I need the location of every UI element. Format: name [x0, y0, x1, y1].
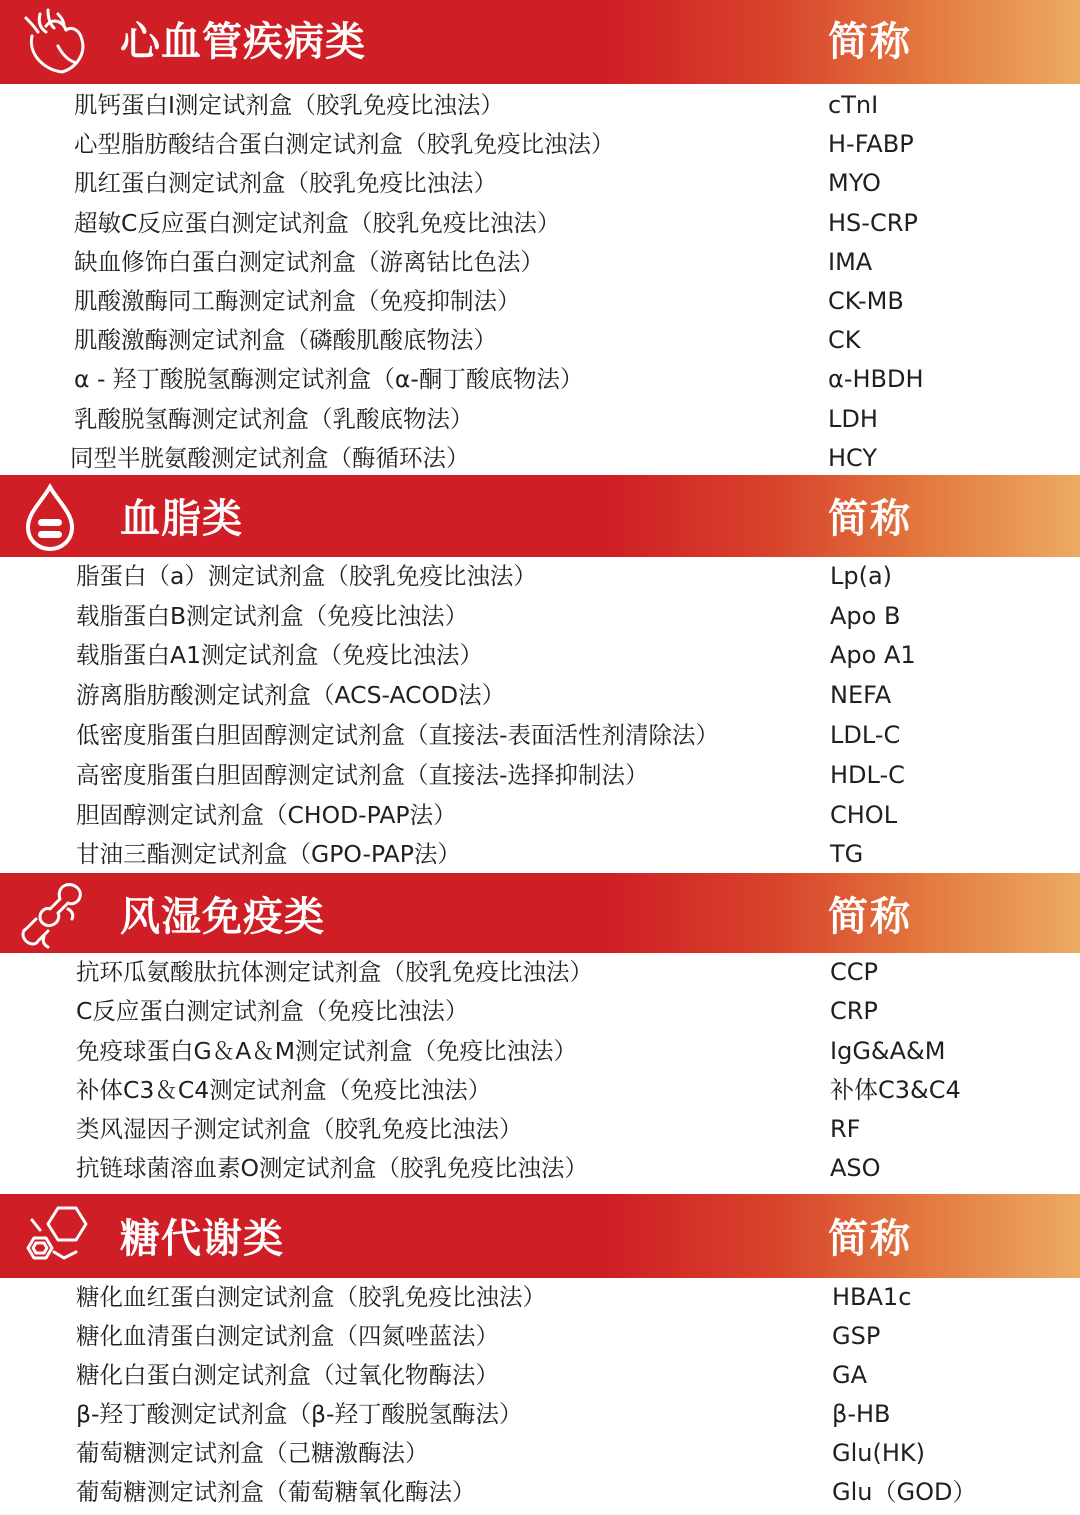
reagent-name: 葡萄糖测定试剂盒（葡萄糖氧化酶法）	[76, 1478, 476, 1506]
reagent-abbreviation: CCP	[830, 958, 878, 986]
table-row	[0, 282, 1080, 321]
reagent-abbreviation: Apo A1	[830, 641, 916, 669]
reagent-name: 抗环瓜氨酸肽抗体测定试剂盒（胶乳免疫比浊法）	[76, 958, 593, 986]
reagent-name: 糖化血清蛋白测定试剂盒（四氮唑蓝法）	[76, 1322, 499, 1350]
reagent-abbreviation: LDL-C	[830, 721, 901, 749]
reagent-name: β-羟丁酸测定试剂盒（β-羟丁酸脱氢酶法）	[76, 1400, 523, 1428]
section-banner	[0, 1194, 1080, 1278]
reagent-name: 糖化血红蛋白测定试剂盒（胶乳免疫比浊法）	[76, 1283, 546, 1311]
table-row	[0, 439, 1080, 478]
table-row	[0, 557, 1080, 597]
reagent-abbreviation: GA	[832, 1361, 868, 1389]
reagent-abbreviation: TG	[830, 840, 864, 868]
section-banner	[0, 0, 1080, 84]
reagent-name: 低密度脂蛋白胆固醇测定试剂盒（直接法-表面活性剂清除法）	[76, 721, 719, 749]
reagent-name: C反应蛋白测定试剂盒（免疫比浊法）	[76, 997, 469, 1026]
molecule-icon	[18, 1200, 92, 1272]
reagent-abbreviation: Apo B	[830, 601, 901, 630]
section-title: 风湿免疫类	[120, 894, 325, 940]
reagent-name: 肌钙蛋白Ⅰ测定试剂盒（胶乳免疫比浊法）	[74, 91, 504, 119]
reagent-name: 肌酸激酶同工酶测定试剂盒（免疫抑制法）	[74, 286, 521, 315]
section-lipids	[0, 475, 1080, 875]
table-row	[0, 1395, 1080, 1434]
table-row	[0, 796, 1080, 836]
reagent-abbreviation: HS-CRP	[828, 208, 918, 237]
reagent-abbreviation: GSP	[832, 1322, 881, 1350]
reagent-abbreviation: HDL-C	[830, 761, 905, 789]
drop-icon	[18, 481, 92, 553]
reagent-name: 超敏C反应蛋白测定试剂盒（胶乳免疫比浊法）	[74, 208, 561, 237]
reagent-abbreviation: H-FABP	[828, 130, 914, 159]
section-banner	[0, 873, 1080, 953]
section-rheumatology	[0, 873, 1080, 1189]
reagent-name: 抗链球菌溶血素O测定试剂盒（胶乳免疫比浊法）	[76, 1154, 588, 1183]
abbreviation-header: 简称	[828, 19, 912, 65]
table-row	[0, 86, 1080, 125]
table-row	[0, 321, 1080, 360]
reagent-abbreviation: Glu（GOD）	[832, 1478, 977, 1506]
table-row	[0, 1110, 1080, 1149]
reagent-name: 甘油三酯测定试剂盒（GPO-PAP法）	[76, 840, 461, 868]
reagent-name: 葡萄糖测定试剂盒（己糖激酶法）	[76, 1439, 429, 1467]
reagent-abbreviation: 补体C3&C4	[830, 1075, 961, 1104]
section-title: 心血管疾病类	[120, 19, 366, 65]
reagent-abbreviation: α-HBDH	[828, 365, 924, 394]
reagent-name: 肌红蛋白测定试剂盒（胶乳免疫比浊法）	[74, 169, 497, 198]
reagent-name: 乳酸脱氢酶测定试剂盒（乳酸底物法）	[74, 404, 474, 433]
reagent-abbreviation: Glu(HK)	[832, 1439, 925, 1467]
reagent-list	[0, 953, 1080, 1189]
table-row	[0, 756, 1080, 796]
reagent-abbreviation: Lp(a)	[830, 562, 893, 590]
table-row	[0, 992, 1080, 1031]
table-row	[0, 204, 1080, 243]
table-row	[0, 597, 1080, 637]
section-banner	[0, 475, 1080, 557]
reagent-name: 肌酸激酶测定试剂盒（磷酸肌酸底物法）	[74, 326, 497, 355]
table-row	[0, 1032, 1080, 1071]
abbreviation-header: 简称	[828, 496, 912, 542]
reagent-name: 糖化白蛋白测定试剂盒（过氧化物酶法）	[76, 1361, 499, 1389]
abbreviation-header: 简称	[828, 894, 912, 940]
reagent-list	[0, 557, 1080, 875]
table-row	[0, 636, 1080, 676]
heart-icon	[18, 6, 92, 78]
table-row	[0, 1473, 1080, 1512]
reagent-name: 游离脂肪酸测定试剂盒（ACS-ACOD法）	[76, 680, 506, 709]
table-row	[0, 164, 1080, 203]
reagent-name: 心型脂肪酸结合蛋白测定试剂盒（胶乳免疫比浊法）	[74, 130, 615, 159]
table-row	[0, 715, 1080, 756]
reagent-abbreviation: CHOL	[830, 800, 898, 829]
reagent-name: 类风湿因子测定试剂盒（胶乳免疫比浊法）	[76, 1115, 523, 1144]
section-glucose-metabolism	[0, 1194, 1080, 1512]
table-row	[0, 1356, 1080, 1395]
section-title: 糖代谢类	[120, 1216, 284, 1262]
reagent-abbreviation: CRP	[830, 997, 878, 1026]
reagent-name: 载脂蛋白B测定试剂盒（免疫比浊法）	[76, 601, 469, 630]
reagent-abbreviation: LDH	[828, 404, 878, 433]
section-cardiovascular	[0, 0, 1080, 478]
reagent-abbreviation: NEFA	[830, 680, 892, 709]
table-row	[0, 360, 1080, 399]
reagent-list	[0, 84, 1080, 478]
table-row	[0, 676, 1080, 716]
table-row	[0, 1278, 1080, 1317]
reagent-abbreviation: ASO	[830, 1154, 881, 1183]
table-row	[0, 125, 1080, 164]
reagent-abbreviation: MYO	[828, 169, 881, 198]
reagent-abbreviation: CK-MB	[828, 286, 904, 315]
reagent-name: 载脂蛋白A1测定试剂盒（免疫比浊法）	[76, 641, 484, 669]
abbreviation-header: 简称	[828, 1216, 912, 1262]
reagent-name: α - 羟丁酸脱氢酶测定试剂盒（α-酮丁酸底物法）	[74, 365, 584, 394]
section-title: 血脂类	[120, 496, 243, 542]
reagent-name: 补体C3＆C4测定试剂盒（免疫比浊法）	[76, 1075, 492, 1104]
reagent-abbreviation: IMA	[828, 247, 873, 276]
table-row	[0, 1434, 1080, 1473]
table-row	[0, 1149, 1080, 1188]
reagent-name: 同型半胱氨酸测定试剂盒（酶循环法）	[70, 443, 470, 472]
reagent-abbreviation: CK	[828, 326, 861, 355]
reagent-abbreviation: HCY	[828, 443, 878, 472]
reagent-name: 脂蛋白（a）测定试剂盒（胶乳免疫比浊法）	[76, 562, 537, 590]
reagent-abbreviation: RF	[830, 1115, 861, 1144]
table-row	[0, 953, 1080, 992]
table-row	[0, 400, 1080, 439]
reagent-abbreviation: cTnI	[828, 91, 879, 119]
reagent-abbreviation: HBA1c	[832, 1283, 912, 1311]
reagent-abbreviation: β-HB	[832, 1400, 891, 1428]
joint-icon	[18, 879, 92, 951]
table-row	[0, 1071, 1080, 1110]
table-row	[0, 1317, 1080, 1356]
reagent-abbreviation: IgG&A&M	[830, 1036, 946, 1065]
table-row	[0, 243, 1080, 282]
reagent-list	[0, 1278, 1080, 1512]
reagent-name: 免疫球蛋白G＆A＆M测定试剂盒（免疫比浊法）	[76, 1036, 578, 1065]
table-row	[0, 835, 1080, 875]
reagent-name: 高密度脂蛋白胆固醇测定试剂盒（直接法-选择抑制法）	[76, 761, 649, 789]
reagent-name: 缺血修饰白蛋白测定试剂盒（游离钴比色法）	[74, 247, 544, 276]
reagent-name: 胆固醇测定试剂盒（CHOD-PAP法）	[76, 800, 457, 829]
